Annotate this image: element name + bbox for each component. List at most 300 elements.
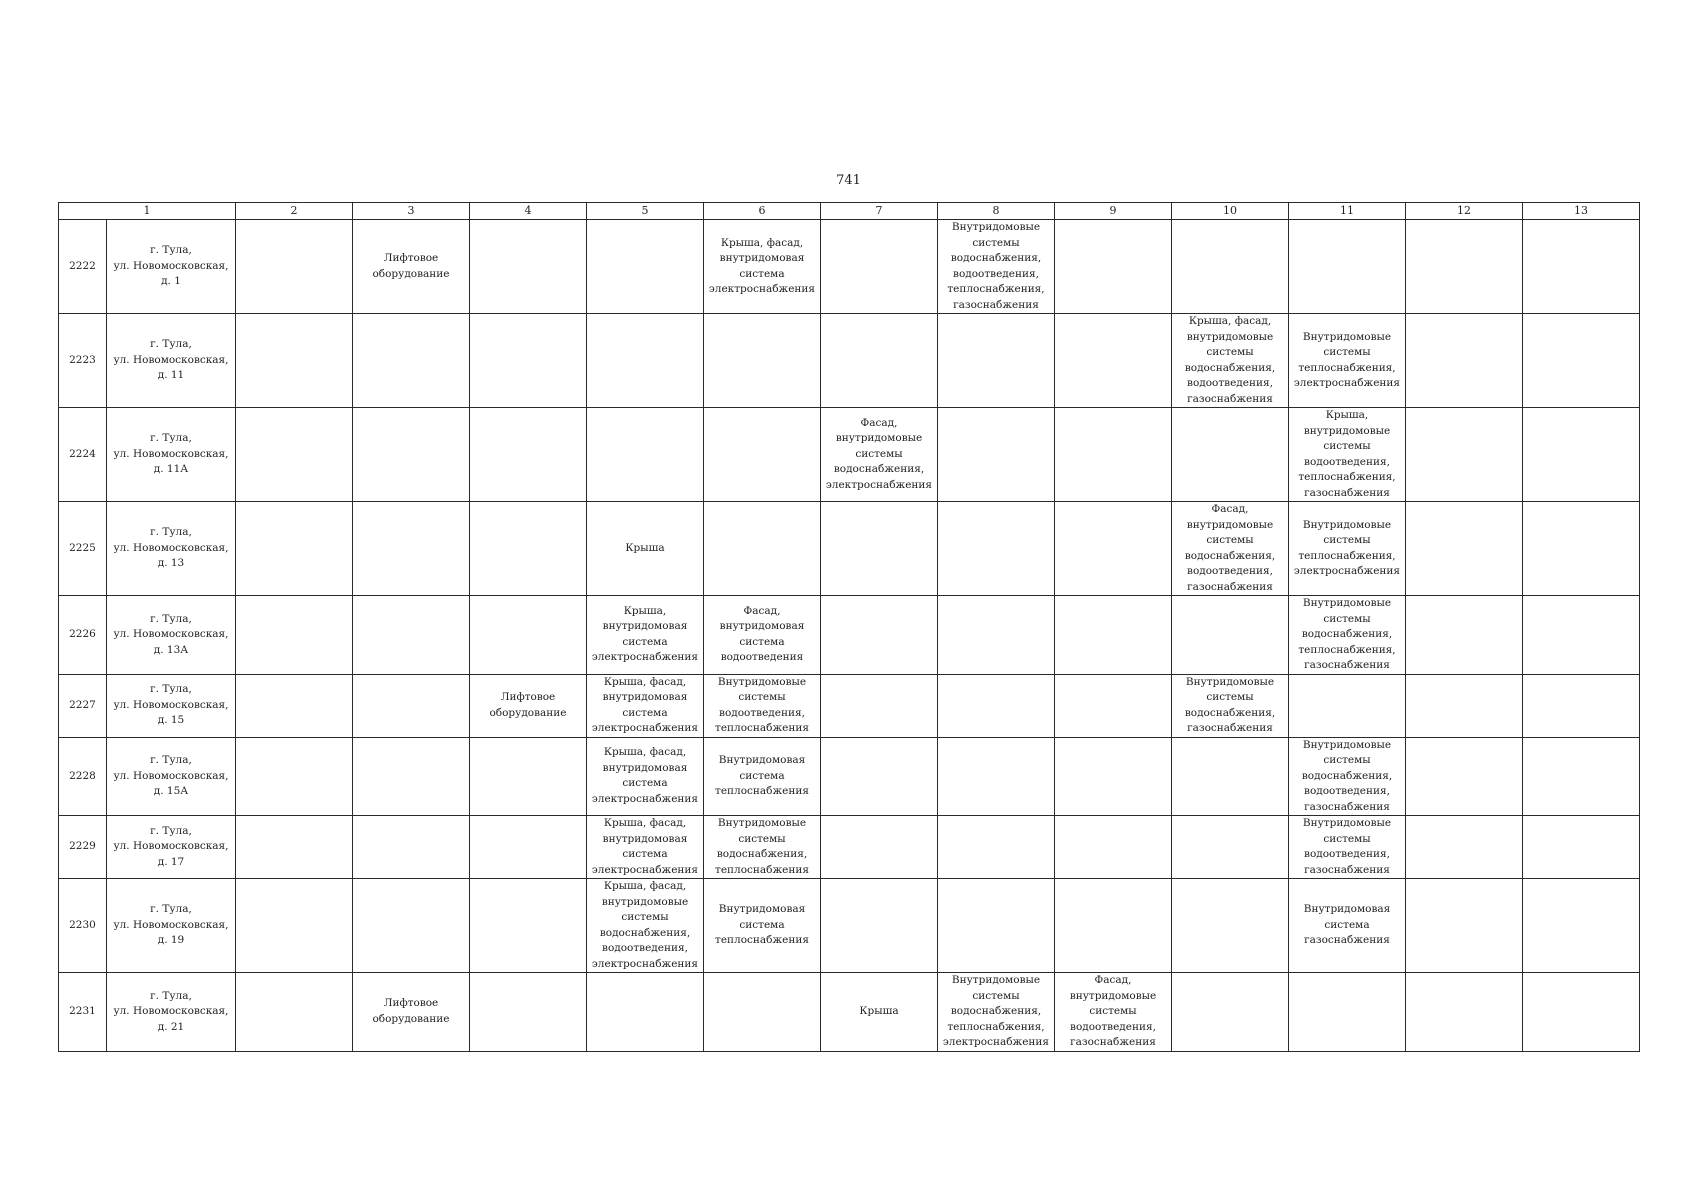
work-cell	[1172, 973, 1289, 1052]
address-line: д. 11	[157, 369, 185, 382]
address-line: г. Тула,	[150, 338, 192, 351]
work-cell	[1055, 408, 1172, 502]
work-line: системы	[1206, 691, 1254, 703]
work-line: теплоснабжения,	[1298, 471, 1396, 483]
work-line: Фасад,	[1094, 974, 1132, 986]
work-line: электроснабжения	[591, 957, 699, 970]
work-cell	[1523, 973, 1640, 1052]
work-line: Лифтовое	[500, 691, 556, 703]
address-cell	[107, 879, 236, 973]
work-cell	[353, 220, 470, 314]
work-cell	[1406, 314, 1523, 408]
work-line: внутридомовые	[601, 895, 689, 908]
column-header: 2	[236, 203, 353, 220]
work-cell	[1172, 737, 1289, 816]
column-header: 10	[1172, 203, 1289, 220]
work-line: теплоснабжения	[715, 722, 809, 734]
work-line: газоснабжения	[1304, 486, 1390, 499]
work-cell	[704, 314, 821, 408]
work-cell	[1406, 973, 1523, 1052]
table-row	[59, 220, 1640, 314]
table-row	[59, 674, 1640, 737]
work-line: водоотведения,	[1304, 785, 1390, 797]
work-cell	[704, 674, 821, 737]
work-cell	[470, 973, 587, 1052]
address-cell	[107, 596, 236, 675]
work-cell	[353, 816, 470, 879]
work-line: Внутридомовая	[1303, 903, 1391, 916]
work-cell	[704, 879, 821, 973]
work-cell	[1406, 220, 1523, 314]
work-line: Внутридомовые	[1302, 597, 1392, 609]
work-line: система	[622, 635, 668, 648]
address-line: ул. Новомосковская,	[113, 918, 229, 931]
work-cell	[704, 816, 821, 879]
work-line: Внутридомовые	[717, 817, 807, 829]
work-line: системы	[1323, 754, 1371, 766]
work-line: Крыша, фасад,	[603, 746, 687, 759]
work-line: теплоснабжения,	[947, 283, 1045, 295]
work-line: газоснабжения	[1187, 392, 1273, 405]
work-line: Крыша	[859, 1005, 899, 1017]
address-line: д. 13А	[153, 643, 189, 656]
work-line: внутридомовая	[602, 832, 688, 845]
work-cell	[470, 879, 587, 973]
work-cell	[1289, 879, 1406, 973]
work-cell	[470, 314, 587, 408]
work-line: системы	[1323, 612, 1371, 625]
column-header: 12	[1406, 203, 1523, 220]
work-line: оборудование	[489, 706, 567, 719]
work-cell	[1406, 502, 1523, 596]
work-cell	[1172, 408, 1289, 502]
work-cell	[236, 737, 353, 816]
work-cell	[587, 314, 704, 408]
work-line: газоснабжения	[1304, 863, 1390, 876]
address-line: г. Тула,	[150, 526, 192, 539]
work-cell	[1523, 674, 1640, 737]
work-line: водоснабжения,	[950, 252, 1042, 264]
work-line: водоснабжения,	[1184, 706, 1276, 719]
address-line: г. Тула,	[150, 683, 192, 696]
work-line: Внутридомовые	[1185, 675, 1275, 688]
row-number: 2223	[59, 314, 107, 408]
address-cell	[107, 674, 236, 737]
work-cell	[587, 879, 704, 973]
address-line: д. 17	[157, 855, 185, 868]
work-line: электроснабжения	[708, 283, 816, 295]
work-line: системы	[738, 832, 786, 845]
work-line: электроснабжения	[591, 722, 699, 734]
work-line: Внутридомовые	[1302, 518, 1392, 531]
work-cell	[470, 737, 587, 816]
work-cell	[236, 816, 353, 879]
work-cell	[1055, 596, 1172, 675]
work-cell	[1289, 816, 1406, 879]
work-line: системы	[621, 911, 669, 923]
work-cell	[938, 314, 1055, 408]
work-line: водоотведения	[720, 651, 804, 664]
work-line: Крыша, фасад,	[603, 675, 687, 688]
table-row	[59, 973, 1640, 1052]
column-header: 9	[1055, 203, 1172, 220]
row-number: 2222	[59, 220, 107, 314]
work-cell	[938, 674, 1055, 737]
work-cell	[938, 816, 1055, 879]
work-cell	[470, 502, 587, 596]
work-line: внутридомовая	[602, 620, 688, 633]
column-header: 13	[1523, 203, 1640, 220]
work-cell	[470, 596, 587, 675]
work-line: водоснабжения,	[950, 1005, 1042, 1017]
address-line: ул. Новомосковская,	[113, 541, 229, 554]
address-cell	[107, 816, 236, 879]
work-cell	[1523, 314, 1640, 408]
work-line: водоснабжения,	[1184, 549, 1276, 562]
address-line: ул. Новомосковская,	[113, 353, 229, 366]
row-number: 2227	[59, 674, 107, 737]
work-cell	[236, 314, 353, 408]
table-row	[59, 502, 1640, 596]
work-cell	[704, 502, 821, 596]
work-cell	[1172, 816, 1289, 879]
address-line: ул. Новомосковская,	[113, 1005, 229, 1017]
work-line: системы	[972, 236, 1020, 249]
work-line: водоснабжения,	[599, 926, 691, 939]
work-cell	[1406, 737, 1523, 816]
address-line: г. Тула,	[150, 612, 192, 625]
work-line: газоснабжения	[1187, 580, 1273, 593]
work-cell	[938, 220, 1055, 314]
address-line: д. 21	[157, 1020, 185, 1033]
row-number: 2225	[59, 502, 107, 596]
work-line: водоотведения,	[953, 267, 1039, 280]
work-cell	[353, 408, 470, 502]
column-header: 7	[821, 203, 938, 220]
work-line: Внутридомовые	[717, 675, 807, 688]
work-line: системы	[1323, 534, 1371, 546]
work-line: системы	[855, 447, 903, 460]
work-line: Крыша,	[1325, 409, 1369, 421]
work-line: водоотведения,	[1070, 1020, 1156, 1033]
work-cell	[587, 502, 704, 596]
work-cell	[470, 220, 587, 314]
column-header: 8	[938, 203, 1055, 220]
work-cell	[821, 973, 938, 1052]
work-cell	[1523, 220, 1640, 314]
work-cell	[1289, 314, 1406, 408]
work-line: системы	[1089, 1005, 1137, 1017]
work-cell	[353, 737, 470, 816]
address-line: д. 13	[157, 557, 185, 570]
work-line: Внутридомовые	[951, 974, 1041, 986]
work-line: водоснабжения,	[1184, 361, 1276, 374]
work-line: Крыша, фасад,	[603, 880, 687, 892]
work-line: электроснабжения	[1293, 565, 1401, 577]
table-row	[59, 816, 1640, 879]
work-cell	[821, 596, 938, 675]
work-cell	[1289, 220, 1406, 314]
page-number: 741	[836, 173, 861, 188]
column-header: 4	[470, 203, 587, 220]
address-line: д. 15	[157, 714, 185, 727]
work-cell	[821, 879, 938, 973]
work-line: системы	[972, 989, 1020, 1002]
row-number: 2224	[59, 408, 107, 502]
work-cell	[1406, 879, 1523, 973]
work-cell	[1055, 314, 1172, 408]
column-header: 11	[1289, 203, 1406, 220]
work-cell	[236, 973, 353, 1052]
work-cell	[1172, 596, 1289, 675]
work-cell	[236, 502, 353, 596]
work-cell	[1289, 737, 1406, 816]
work-line: Внутридомовая	[718, 754, 806, 766]
work-line: водоотведения,	[1187, 377, 1273, 389]
work-cell	[938, 596, 1055, 675]
work-cell	[587, 973, 704, 1052]
work-line: электроснабжения	[825, 478, 933, 491]
work-line: Крыша, фасад,	[1188, 315, 1272, 327]
work-line: система	[622, 848, 668, 860]
work-cell	[938, 973, 1055, 1052]
work-line: системы	[1206, 534, 1254, 546]
work-cell	[470, 408, 587, 502]
address-line: г. Тула,	[150, 824, 192, 837]
work-line: внутридомовая	[719, 252, 805, 264]
work-line: система	[622, 706, 668, 719]
work-line: газоснабжения	[1304, 934, 1390, 947]
work-line: электроснабжения	[942, 1036, 1050, 1048]
work-line: Крыша	[625, 541, 665, 554]
address-cell	[107, 973, 236, 1052]
work-cell	[704, 973, 821, 1052]
work-cell	[821, 220, 938, 314]
work-line: система	[1324, 918, 1370, 931]
work-line: водоотведения,	[719, 706, 805, 719]
work-line: газоснабжения	[1304, 659, 1390, 671]
work-line: система	[739, 918, 785, 931]
work-line: Фасад,	[743, 604, 781, 617]
work-line: водоснабжения,	[833, 463, 925, 476]
work-line: водоотведения,	[602, 942, 688, 954]
work-line: внутридомовая	[602, 691, 688, 703]
work-line: теплоснабжения	[715, 863, 809, 876]
address-line: г. Тула,	[150, 903, 192, 916]
work-cell	[1172, 879, 1289, 973]
work-line: электроснабжения	[591, 792, 699, 805]
work-cell	[1055, 220, 1172, 314]
work-line: системы	[1323, 440, 1371, 452]
row-number: 2228	[59, 737, 107, 816]
work-cell	[470, 816, 587, 879]
work-line: Внутридомовая	[718, 903, 806, 916]
work-line: водоотведения,	[1304, 848, 1390, 860]
address-line: д. 19	[157, 934, 185, 947]
work-line: газоснабжения	[1304, 800, 1390, 813]
address-line: ул. Новомосковская,	[113, 769, 229, 782]
work-cell	[1055, 879, 1172, 973]
work-cell	[353, 973, 470, 1052]
address-cell	[107, 220, 236, 314]
table-row	[59, 879, 1640, 973]
work-line: водоснабжения,	[1301, 628, 1393, 640]
work-cell	[938, 737, 1055, 816]
work-cell	[353, 314, 470, 408]
work-cell	[938, 879, 1055, 973]
column-number-row	[59, 203, 1640, 220]
work-line: внутридомовые	[1069, 989, 1157, 1002]
work-line: электроснабжения	[591, 651, 699, 664]
work-line: внутридомовые	[835, 432, 923, 445]
work-cell	[821, 737, 938, 816]
address-line: г. Тула,	[150, 244, 192, 257]
work-cell	[1523, 596, 1640, 675]
work-cell	[1523, 816, 1640, 879]
work-cell	[353, 674, 470, 737]
work-cell	[821, 816, 938, 879]
address-line: г. Тула,	[150, 989, 192, 1002]
column-header: 3	[353, 203, 470, 220]
work-cell	[1523, 502, 1640, 596]
table-row	[59, 596, 1640, 675]
work-cell	[1055, 816, 1172, 879]
work-cell	[821, 408, 938, 502]
work-line: Крыша, фасад,	[720, 236, 804, 249]
work-line: электроснабжения	[591, 863, 699, 876]
work-cell	[821, 502, 938, 596]
work-line: система	[739, 769, 785, 782]
address-line: ул. Новомосковская,	[113, 840, 229, 853]
address-line: ул. Новомосковская,	[113, 259, 229, 272]
work-line: внутридомовые	[1186, 330, 1274, 343]
work-line: система	[739, 635, 785, 648]
work-cell	[1055, 737, 1172, 816]
address-cell	[107, 314, 236, 408]
table-row	[59, 737, 1640, 816]
work-line: оборудование	[372, 1012, 450, 1025]
work-line: газоснабжения	[953, 298, 1039, 311]
work-cell	[587, 220, 704, 314]
work-cell	[821, 314, 938, 408]
work-line: теплоснабжения	[715, 934, 809, 947]
work-line: водоотведения,	[1187, 565, 1273, 577]
work-cell	[1289, 674, 1406, 737]
work-cell	[353, 502, 470, 596]
work-line: теплоснабжения	[715, 785, 809, 797]
address-cell	[107, 502, 236, 596]
work-line: теплоснабжения,	[1298, 643, 1396, 656]
table-row	[59, 314, 1640, 408]
work-cell	[1055, 502, 1172, 596]
work-cell	[704, 408, 821, 502]
address-line: д. 11А	[153, 463, 189, 476]
address-line: ул. Новомосковская,	[113, 447, 229, 460]
work-line: внутридомовые	[1186, 518, 1274, 531]
work-line: теплоснабжения,	[947, 1020, 1045, 1033]
work-line: внутридомовая	[719, 620, 805, 633]
work-line: Внутридомовые	[1302, 738, 1392, 751]
work-cell	[587, 596, 704, 675]
work-line: Фасад,	[860, 416, 898, 429]
work-cell	[1055, 674, 1172, 737]
work-cell	[938, 502, 1055, 596]
work-line: внутридомовая	[602, 761, 688, 774]
work-line: теплоснабжения,	[1298, 361, 1396, 374]
address-line: ул. Новомосковская,	[113, 698, 229, 711]
work-line: электроснабжения	[1293, 377, 1401, 389]
work-cell	[1172, 220, 1289, 314]
work-line: газоснабжения	[1187, 722, 1273, 734]
work-line: водоснабжения,	[716, 848, 808, 860]
work-line: Крыша,	[623, 604, 667, 617]
work-cell	[353, 879, 470, 973]
work-line: Фасад,	[1211, 503, 1249, 515]
column-header: 5	[587, 203, 704, 220]
work-line: Лифтовое	[383, 252, 439, 264]
address-cell	[107, 737, 236, 816]
work-cell	[1172, 674, 1289, 737]
work-cell	[938, 408, 1055, 502]
work-cell	[236, 879, 353, 973]
work-cell	[236, 674, 353, 737]
work-cell	[236, 596, 353, 675]
work-cell	[1406, 674, 1523, 737]
work-cell	[1523, 408, 1640, 502]
work-line: Крыша, фасад,	[603, 817, 687, 829]
work-cell	[587, 674, 704, 737]
table-row	[59, 408, 1640, 502]
work-line: системы	[738, 691, 786, 703]
repair-schedule-table	[58, 202, 1640, 1052]
work-cell	[587, 737, 704, 816]
work-cell	[1406, 408, 1523, 502]
work-cell	[1172, 314, 1289, 408]
work-line: система	[739, 267, 785, 280]
work-cell	[1523, 737, 1640, 816]
work-cell	[821, 674, 938, 737]
work-cell	[587, 408, 704, 502]
work-line: Внутридомовые	[1302, 330, 1392, 343]
work-line: системы	[1206, 346, 1254, 358]
column-header: 1	[59, 203, 236, 220]
work-line: системы	[1323, 346, 1371, 358]
work-line: внутридомовые	[1303, 424, 1391, 437]
work-line: Внутридомовые	[1302, 817, 1392, 829]
work-line: водоотведения,	[1304, 455, 1390, 468]
work-cell	[1055, 973, 1172, 1052]
work-cell	[704, 220, 821, 314]
address-line: д. 15А	[153, 785, 189, 797]
work-cell	[1289, 502, 1406, 596]
row-number: 2229	[59, 816, 107, 879]
work-cell	[1406, 596, 1523, 675]
work-line: газоснабжения	[1070, 1036, 1156, 1048]
work-cell	[470, 674, 587, 737]
work-line: системы	[1323, 832, 1371, 845]
work-line: теплоснабжения,	[1298, 549, 1396, 562]
row-number: 2231	[59, 973, 107, 1052]
row-number: 2226	[59, 596, 107, 675]
row-number: 2230	[59, 879, 107, 973]
work-cell	[704, 596, 821, 675]
address-line: г. Тула,	[150, 754, 192, 766]
work-cell	[236, 220, 353, 314]
work-line: оборудование	[372, 267, 450, 280]
work-cell	[1289, 596, 1406, 675]
work-cell	[1172, 502, 1289, 596]
work-cell	[236, 408, 353, 502]
